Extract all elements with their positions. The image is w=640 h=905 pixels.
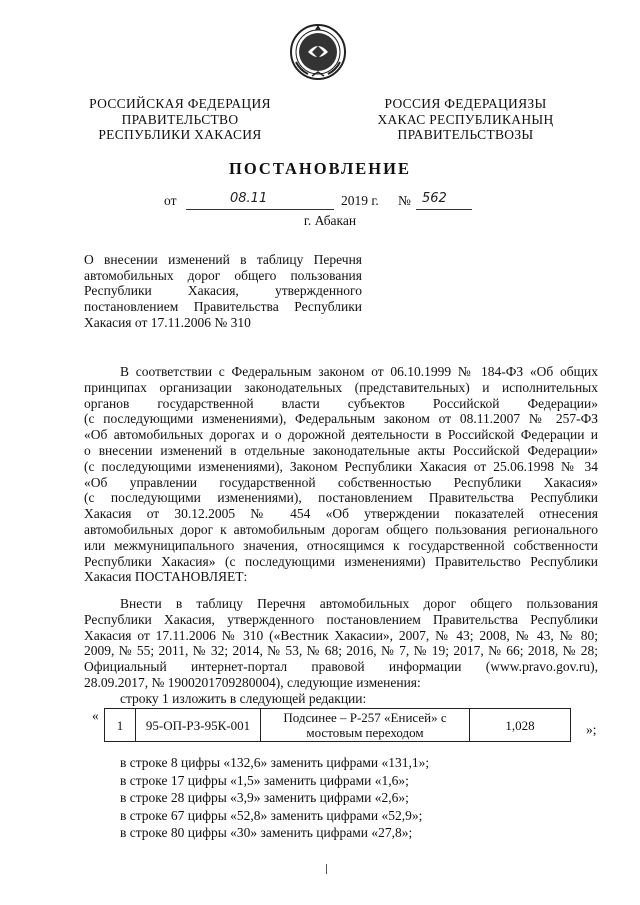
preamble-line: органов государственной власти субъектов Российской Федерации» — [84, 395, 598, 411]
preamble-line: или межмуниципального значения, относящимся к государственной собственности — [84, 537, 598, 553]
handwritten-date: 08.11 — [230, 191, 268, 206]
number-label: № — [398, 193, 411, 208]
subject-line: О внесении изменений в таблицу Перечня — [84, 252, 362, 267]
resolution-line: Официальный интернет-портал правовой информации (www.pravo.gov.ru), — [84, 659, 598, 675]
subject-line: постановлением Правительства Республики — [84, 299, 362, 315]
resolution-line: 2009, № 55; 2011, № 32; 2014, № 53, № 68; 2016, № 7, № 19; 2017, № 66; 2018, № 28; — [84, 643, 598, 659]
list-item: в строке 17 цифры «1,5» заменить цифрами «1,6»; — [120, 772, 409, 788]
cell-row-number: 1 — [105, 709, 136, 742]
city-line — [0, 213, 640, 229]
preamble-line: (с последующими изменениями), Законом Республики Хакасия от 25.06.1998 № 34 — [84, 458, 598, 474]
resolution-line: Внести в таблицу Перечня автомобильных дорог общего пользования — [120, 596, 598, 611]
list-item: в строке 8 цифры «132,6» заменить цифрами «131,1»; — [120, 755, 430, 770]
road-name-line-1: Подсинее – Р-257 «Енисей» с — [283, 710, 447, 725]
document-title: ПОСТАНОВЛЕНИЕ — [229, 159, 411, 178]
header-right-authority — [358, 96, 573, 143]
road-table-row — [104, 708, 571, 742]
header-left-authority — [80, 96, 280, 143]
page-mark — [326, 864, 327, 874]
preamble-line: автомобильных дорог к автомобильным дорогам общего пользования регионального — [84, 521, 598, 537]
resolution-line: строку 1 изложить в следующей редакции: — [120, 690, 367, 706]
coat-of-arms-emblem — [288, 22, 348, 82]
resolution-line: Республики Хакасия, утвержденного постановлением Правительства Республики — [84, 611, 598, 627]
number-underline — [416, 209, 472, 210]
header-left-line-2: ПРАВИТЕЛЬСТВО — [121, 111, 239, 127]
cell-road-name — [261, 709, 470, 742]
handwritten-number: 562 — [422, 191, 447, 206]
table-open-quote: « — [92, 708, 99, 723]
preamble-line: «Об автомобильных дорогах и о дорожной деятельности в Российской Федерации и — [84, 427, 598, 443]
preamble-line: (с последующими изменениями), постановлением Правительства Республики — [84, 490, 598, 506]
list-item: в строке 80 цифры «30» заменить цифрами «27,8»; — [120, 825, 413, 840]
cell-road-length: 1,028 — [470, 709, 571, 742]
preamble-line: (с последующими изменениями), Федеральным законом от 08.11.2007 № 257-ФЗ — [84, 411, 598, 427]
preamble-line: Хакасия от 30.12.2005 № 454 «Об утверждении показателей отнесения — [84, 506, 598, 522]
list-item: в строке 28 цифры «3,9» заменить цифрами «2,6»; — [120, 790, 409, 805]
subject-line: Республики Хакасия, утвержденного — [84, 283, 362, 299]
preamble-line: о внесении изменений в отдельные законодательные акты Российской Федерации» — [84, 442, 598, 458]
date-number-line — [164, 193, 484, 213]
year-label: 2019 г. — [341, 193, 379, 208]
cell-road-code: 95-ОП-РЗ-95К-001 — [136, 709, 261, 742]
header-right-line-3: ПРАВИТЕЛЬСТВОЗЫ — [397, 127, 534, 142]
header-right-line-1: РОССИЯ ФЕДЕРАЦИЯЗЫ — [384, 96, 547, 111]
preamble-line: Хакасия ПОСТАНОВЛЯЕТ: — [84, 569, 248, 585]
preamble-line: Республики Хакасия» (с последующими изменениями) Правительство Республики — [84, 553, 598, 569]
date-underline — [186, 209, 334, 210]
preamble-line: В соответствии с Федеральным законом от 06.10.1999 № 184-ФЗ «Об общих — [120, 364, 598, 379]
resolution-paragraph — [84, 596, 598, 707]
resolution-line: Хакасия от 17.11.2006 № 310 («Вестник Хакасии», 2007, № 43; 2008, № 43, № 80; — [84, 627, 598, 643]
preamble-paragraph — [84, 364, 598, 585]
changes-list — [120, 754, 429, 842]
subject-line: автомобильных дорог общего пользования — [84, 267, 362, 283]
subject-line: Хакасия от 17.11.2006 № 310 — [84, 314, 251, 330]
preamble-line: принципах организации законодательных (представительных) и исполнительных — [84, 379, 598, 395]
subject-block — [84, 252, 362, 331]
city-name: г. Абакан — [303, 213, 357, 228]
table-close-quote: »; — [586, 722, 597, 737]
header-left-line-1: РОССИЙСКАЯ ФЕДЕРАЦИЯ — [89, 96, 271, 111]
list-item: в строке 67 цифры «52,8» заменить цифрами «52,9»; — [120, 807, 423, 823]
resolution-line: 28.09.2017, № 1900201709280004), следующие изменения: — [84, 674, 421, 690]
road-name-line-2: мостовым переходом — [306, 725, 424, 740]
table-row — [105, 709, 571, 742]
header-right-line-2: ХАКАС РЕСПУБЛИКАНЫҢ — [377, 111, 554, 127]
date-from-label: от — [164, 193, 177, 208]
preamble-line: «Об управлении государственной собственностью Республики Хакасия» — [84, 474, 598, 490]
header-left-line-3: РЕСПУБЛИКИ ХАКАСИЯ — [98, 127, 262, 142]
